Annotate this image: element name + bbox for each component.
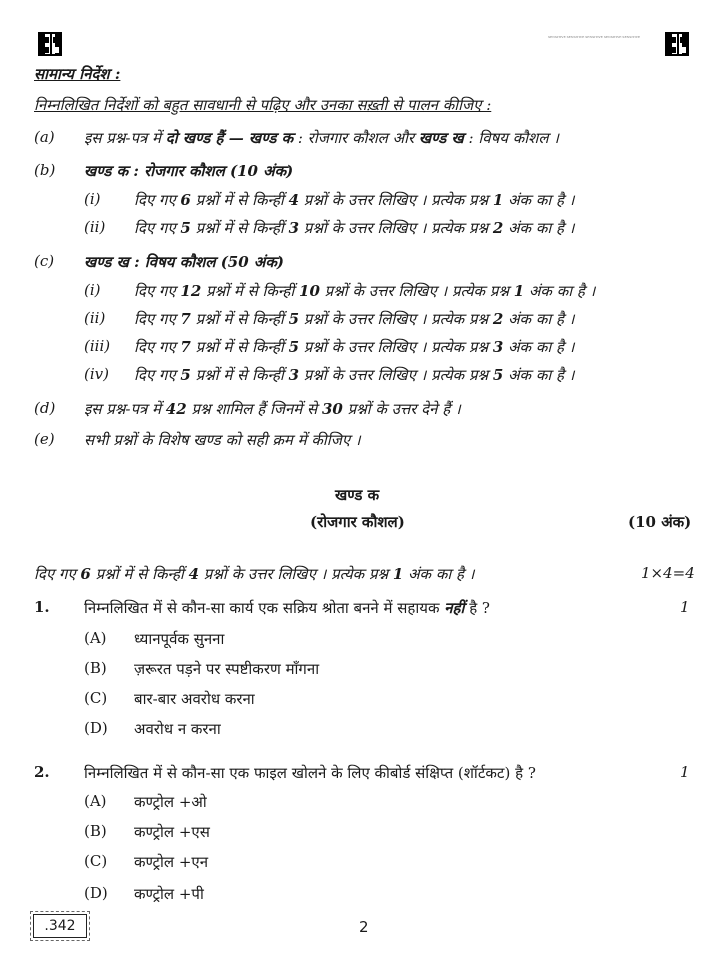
instruction-a: इस प्रश्न-पत्र में दो खण्ड हैं — खण्ड क : रोजगार कौशल और खण्ड ख : विषय कौशल ।: [84, 129, 559, 147]
q1-option-d: अवरोध न करना: [134, 720, 221, 738]
instruction-b-i: दिए गए 6 प्रश्नों में से किन्हीं 4 प्रश्नों के उत्तर लिखिए । प्रत्येक प्रश्न 1 अंक का है ।: [134, 191, 575, 209]
question-2-text: निम्नलिखित में से कौन-सा एक फाइल खोलने के लिए कीबोर्ड संक्षिप्त (शॉर्टकट) है ?: [84, 764, 536, 782]
instruction-e: सभी प्रश्नों के विशेष खण्ड को सही क्रम में कीजिए ।: [84, 431, 361, 449]
question-1-text: निम्नलिखित में से कौन-सा कार्य एक सक्रिय श्रोता बनने में सहायक नहीं है ?: [84, 599, 490, 617]
instruction-c: खण्ड ख : विषय कौशल (50 अंक): [84, 253, 284, 271]
instruction-c-iv: दिए गए 5 प्रश्नों में से किन्हीं 3 प्रश्नों के उत्तर लिखिए । प्रत्येक प्रश्न 5 अंक का है ।: [134, 366, 575, 384]
instructions-title: सामान्य निर्देश :: [34, 65, 121, 83]
q2-option-c: कण्ट्रोल +एन: [134, 853, 209, 871]
q1-option-b-label: (B): [84, 659, 107, 677]
qr-code-right: [665, 32, 689, 56]
instruction-c-iii: दिए गए 7 प्रश्नों में से किन्हीं 5 प्रश्नों के उत्तर लिखिए । प्रत्येक प्रश्न 3 अंक का है ।: [134, 338, 575, 356]
q2-option-c-label: (C): [84, 852, 108, 870]
instruction-b-label: (b): [34, 161, 56, 179]
question-1-marks: 1: [680, 598, 690, 616]
page-number: 2: [359, 918, 369, 936]
question-2-marks: 1: [680, 763, 690, 781]
question-2-number: 2.: [34, 763, 50, 781]
instruction-c-i-label: (i): [84, 281, 101, 299]
instruction-c-ii-label: (ii): [84, 309, 106, 327]
q2-option-d: कण्ट्रोल +पी: [134, 885, 204, 903]
q2-option-b: कण्ट्रोल +एस: [134, 823, 210, 841]
paper-code: .342: [44, 918, 76, 934]
q1-option-a: ध्यानपूर्वक सुनना: [134, 630, 225, 648]
qr-code-left: [38, 32, 62, 56]
q1-option-c-label: (C): [84, 689, 108, 707]
instruction-a-label: (a): [34, 128, 55, 146]
instruction-c-ii: दिए गए 7 प्रश्नों में से किन्हीं 5 प्रश्नों के उत्तर लिखिए । प्रत्येक प्रश्न 2 अंक का है ।: [134, 310, 575, 328]
section-instruction: दिए गए 6 प्रश्नों में से किन्हीं 4 प्रश्नों के उत्तर लिखिए । प्रत्येक प्रश्न 1 अंक का है ।: [34, 565, 475, 583]
q2-option-b-label: (B): [84, 822, 107, 840]
instruction-c-label: (c): [34, 252, 55, 270]
instruction-b-ii: दिए गए 5 प्रश्नों में से किन्हीं 3 प्रश्नों के उत्तर लिखिए । प्रत्येक प्रश्न 2 अंक का है ।: [134, 219, 575, 237]
instruction-c-i: दिए गए 12 प्रश्नों में से किन्हीं 10 प्रश्नों के उत्तर लिखिए । प्रत्येक प्रश्न 1 अंक का है ।: [134, 282, 596, 300]
instruction-b: खण्ड क : रोजगार कौशल (10 अंक): [84, 162, 294, 180]
instruction-b-ii-label: (ii): [84, 218, 106, 236]
q1-option-a-label: (A): [84, 629, 107, 647]
q2-option-d-label: (D): [84, 884, 108, 902]
q1-option-b: ज़रूरत पड़ने पर स्पष्टीकरण माँगना: [134, 660, 320, 678]
instructions-intro: निम्नलिखित निर्देशों को बहुत सावधानी से पढ़िए और उनका सख़्ती से पालन कीजिए :: [34, 96, 492, 114]
instruction-b-i-label: (i): [84, 190, 101, 208]
instruction-d: इस प्रश्न-पत्र में 42 प्रश्न शामिल हैं जिनमें से 30 प्रश्नों के उत्तर देने हैं ।: [84, 400, 461, 418]
q2-option-a: कण्ट्रोल +ओ: [134, 793, 207, 811]
question-1-number: 1.: [34, 598, 50, 616]
instruction-c-iv-label: (iv): [84, 365, 109, 383]
header-code-text: SENSITIVE SENSITIVE SENSITIVE SENSITIVE SENSITIVE: [548, 35, 641, 39]
instruction-d-label: (d): [34, 399, 56, 417]
instruction-c-iii-label: (iii): [84, 337, 111, 355]
q1-option-c: बार-बार अवरोध करना: [134, 690, 255, 708]
section-marks-formula: 1×4=4: [641, 564, 695, 582]
q1-option-d-label: (D): [84, 719, 108, 737]
section-title: खण्ड क: [335, 486, 380, 504]
paper-code-box: [33, 914, 87, 938]
instruction-e-label: (e): [34, 430, 55, 448]
section-marks: (10 अंक): [628, 513, 692, 531]
q2-option-a-label: (A): [84, 792, 107, 810]
section-subtitle: (रोजगार कौशल): [310, 513, 405, 531]
